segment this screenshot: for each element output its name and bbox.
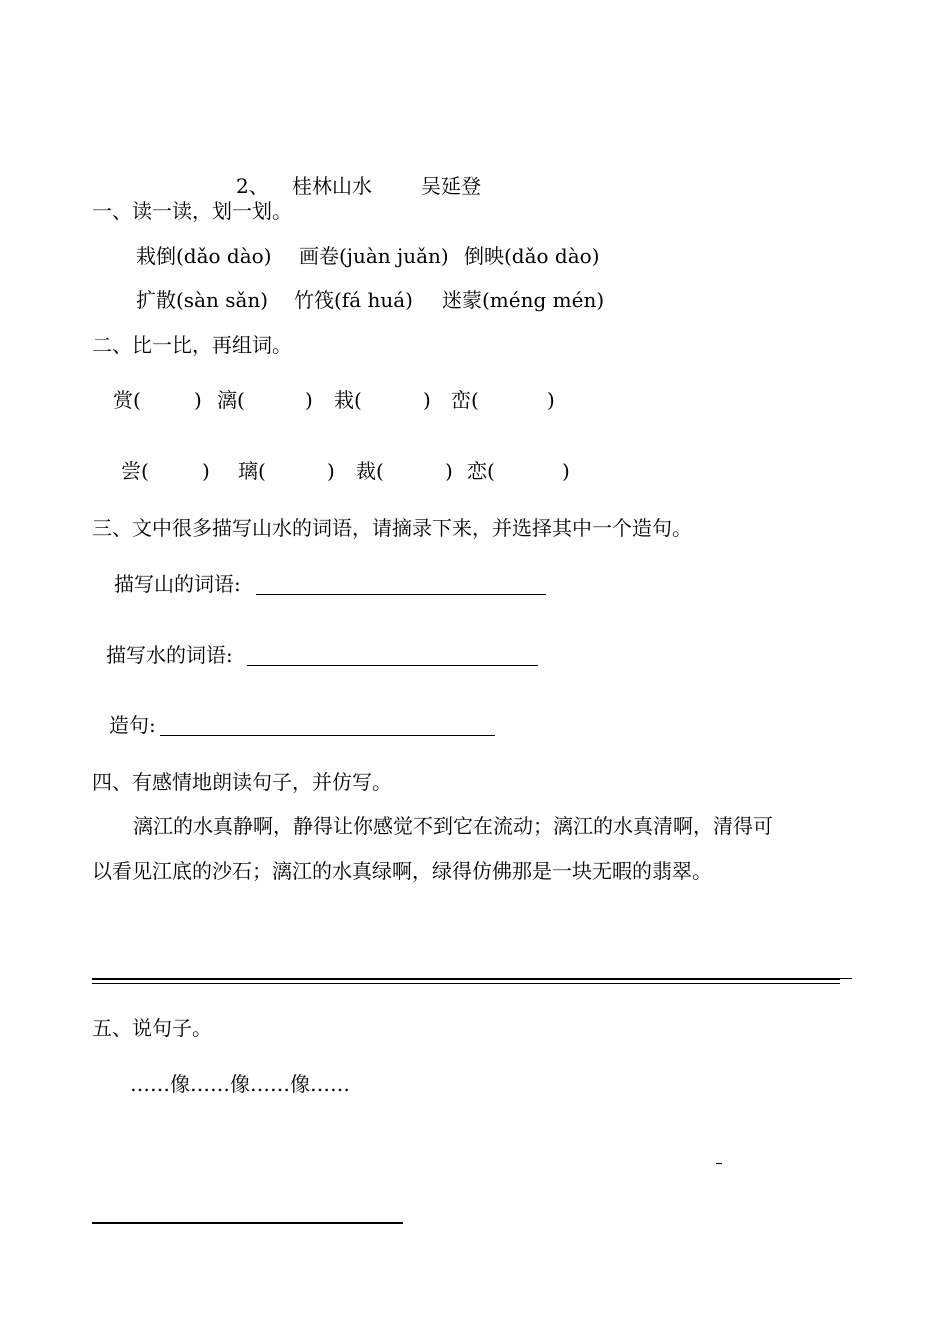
compare-char-close: ) (423, 388, 431, 412)
sentence-answer-line[interactable] (92, 1222, 403, 1224)
pinyin-word: 迷蒙(méng mén) (442, 288, 605, 312)
imitation-answer-line-double (92, 983, 840, 984)
pinyin-word: 栽倒(dǎo dào) (136, 244, 272, 268)
sentence-answer-line[interactable] (160, 735, 495, 736)
pinyin-word: 画卷(juàn juǎn) (299, 244, 449, 268)
dash-mark (716, 1163, 722, 1164)
water-words-answer-line[interactable] (247, 665, 538, 666)
imitation-answer-line[interactable] (92, 978, 840, 980)
compare-char-close: ) (445, 459, 453, 483)
compare-char-open: 赏( (113, 388, 141, 412)
sentence-pattern: ……像……像……像…… (130, 1072, 350, 1096)
compare-char-open: 峦( (451, 388, 479, 412)
passage-line: 漓江的水真静啊，静得让你感觉不到它在流动；漓江的水真清啊，清得可 (133, 814, 773, 838)
lesson-title: 桂林山水 (292, 174, 372, 198)
pinyin-word: 扩散(sàn sǎn) (136, 288, 269, 312)
compare-char-open: 漓( (217, 388, 245, 412)
mountain-words-answer-line[interactable] (256, 594, 546, 595)
compare-char-open: 栽( (334, 388, 362, 412)
compare-char-close: ) (327, 459, 335, 483)
compare-char-close: ) (305, 388, 313, 412)
mountain-words-label: 描写山的词语: (114, 572, 241, 596)
compare-char-open: 裁( (356, 459, 384, 483)
compare-char-close: ) (547, 388, 555, 412)
compare-char-close: ) (202, 459, 210, 483)
section1-heading: 一、读一读，划一划。 (92, 199, 292, 223)
author-name: 吴延登 (421, 174, 481, 198)
imitation-answer-line-tail (840, 978, 852, 979)
pinyin-word: 倒映(dǎo dào) (464, 244, 600, 268)
pinyin-word: 竹筏(fá huá) (294, 288, 413, 312)
section2-heading: 二、比一比，再组词。 (92, 333, 292, 357)
compare-char-open: 恋( (467, 459, 495, 483)
compare-char-open: 尝( (121, 459, 149, 483)
compare-char-open: 璃( (238, 459, 266, 483)
section5-heading: 五、说句子。 (92, 1016, 212, 1040)
section3-heading: 三、文中很多描写山水的词语，请摘录下来，并选择其中一个造句。 (92, 516, 692, 540)
compare-char-close: ) (194, 388, 202, 412)
water-words-label: 描写水的词语: (106, 643, 233, 667)
sentence-label: 造句: (109, 713, 156, 737)
section4-heading: 四、有感情地朗读句子，并仿写。 (92, 770, 392, 794)
title-number: 2、 (236, 174, 269, 198)
compare-char-close: ) (562, 459, 570, 483)
passage-line: 以看见江底的沙石；漓江的水真绿啊，绿得仿佛那是一块无暇的翡翠。 (92, 859, 712, 883)
